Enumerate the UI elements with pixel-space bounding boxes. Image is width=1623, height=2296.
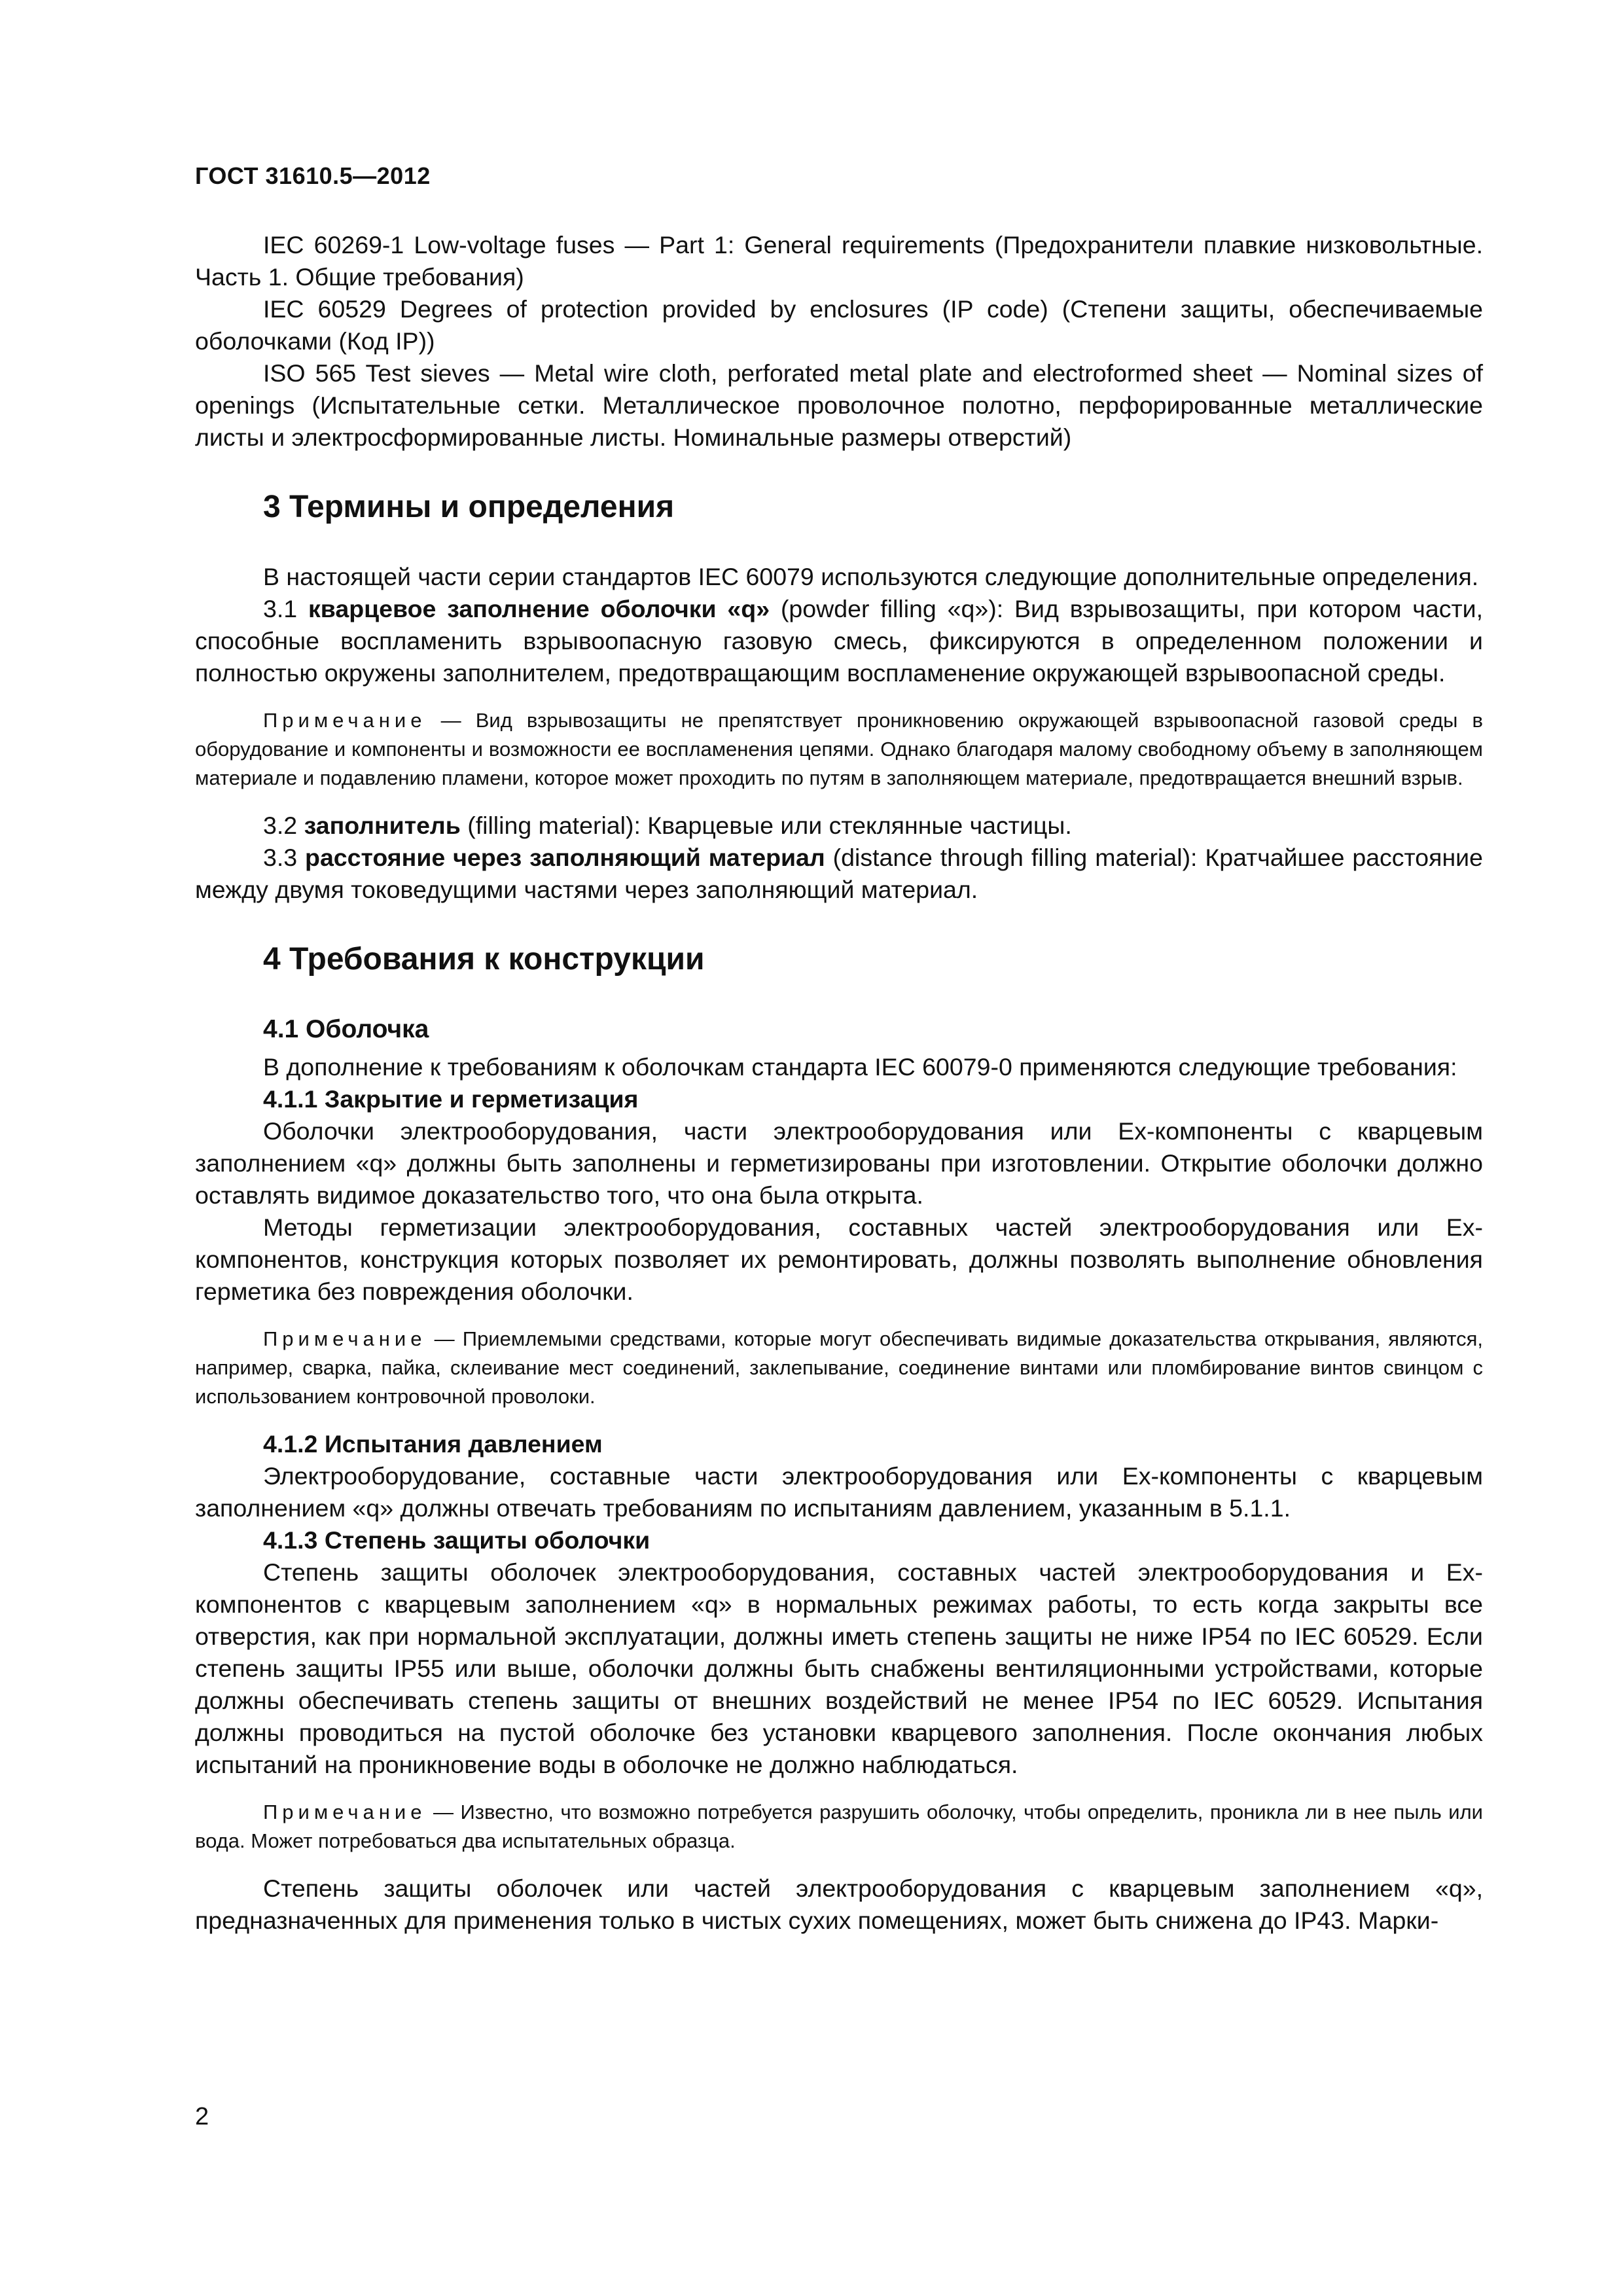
section-4-1-2-paragraph: Электрооборудование, составные части электрооборудования или Ех-компоненты с кварцевым заполнением «q» должны отвечать требованиям по испытаниям давлением, указанным в 5.1.1. <box>195 1462 1483 1522</box>
definition-term: заполнитель <box>304 812 461 839</box>
document-id-header: ГОСТ 31610.5—2012 <box>195 162 431 189</box>
section-4-1-3-paragraph-1: Степень защиты оболочек электрооборудования, составных частей электрооборудования и Ех-компонентов с кварцевым заполнением «q» в нормальных режимах работы, то есть когда закрыты все отверстия, как при нормальной эксплуатации, должны иметь степень защиты не ниже IP54 по IEC 60529. Если степень защиты IP55 или выше, оболочки должны быть снабжены вентиляционными устройствами, которые должны обеспечивать степень защиты от внешних воздействий не менее IP54 по IEC 60529. Испытания должны проводиться на пустой оболочке без установки кварцевого заполнения. После окончания любых испытаний на проникновение воды в оболочке не должно наблюдаться. <box>195 1558 1483 1778</box>
reference-iso-565: ISO 565 Test sieves — Metal wire cloth, perforated metal plate and electroformed sheet — Nominal sizes of openings (Испытательные сетки. Металлическое проволочное полотно, перфорированные металлические листы и электросформированные листы. Номинальные размеры отверстий) <box>195 359 1483 451</box>
note-label: Примечание <box>263 1327 427 1350</box>
section-4-1-intro: В дополнение к требованиям к оболочкам стандарта IEC 60079-0 применяются следующие требования: <box>263 1053 1457 1081</box>
section-4-1-1-heading: 4.1.1 Закрытие и герметизация <box>263 1085 639 1113</box>
note-label: Примечание <box>263 1801 427 1823</box>
section-3-intro: В настоящей части серии стандартов IEC 60079 используются следующие дополнительные определения. <box>263 563 1479 590</box>
section-4-1-heading: 4.1 Оболочка <box>263 1015 429 1043</box>
note-text: — Вид взрывозащиты не препятствует проникновению окружающей взрывоопасной газовой среды в оборудование и компоненты и возможности ее воспламенения цепями. Однако благодаря малому свободному объему в заполняющем материале и подавлению пламени, которое может проходить по путям в заполняющем материале, предотвращается внешний взрыв. <box>195 709 1483 789</box>
note-text: — Известно, что возможно потребуется разрушить оболочку, чтобы определить, проникла ли в нее пыль или вода. Может потребоваться два испытательных образца. <box>195 1801 1483 1852</box>
note-label: Примечание <box>263 709 427 732</box>
definition-term: расстояние через заполняющий материал <box>305 844 825 871</box>
definition-3-2 <box>195 810 1483 842</box>
note-4-1-3 <box>195 1798 1483 1856</box>
page-number: 2 <box>195 2103 209 2130</box>
definition-number: 3.1 <box>263 595 309 622</box>
section-4-1-1-paragraph-2: Методы герметизации электрооборудования, составных частей электрооборудования или Ех-компонентов, конструкция которых позволяет их ремонтировать, должны позволять выполнение обновления герметика без повреждения оболочки. <box>195 1213 1483 1305</box>
section-4-1-3-heading: 4.1.3 Степень защиты оболочки <box>263 1526 651 1554</box>
definition-text: (powder filling «q»): Вид взрывозащиты, при котором части, способные воспламенить взрывоопасную газовую смесь, фиксируются в определенном положении и полностью окружены заполнителем, предотвращающим воспламенение окружающей взрывоопасной среды. <box>195 595 1483 687</box>
note-3-1 <box>195 706 1483 793</box>
reference-iec-60269-1: IEC 60269-1 Low-voltage fuses — Part 1: General requirements (Предохранители плавкие низковольтные. Часть 1. Общие требования) <box>195 231 1483 291</box>
document-body <box>195 229 1483 1937</box>
definition-text: (filling material): Кварцевые или стеклянные частицы. <box>460 812 1072 839</box>
section-4-1-3-paragraph-2: Степень защиты оболочек или частей электрооборудования с кварцевым заполнением «q», предназначенных для применения только в чистых сухих помещениях, может быть снижена до IP43. Марки- <box>195 1874 1483 1934</box>
definition-number: 3.3 <box>263 844 306 871</box>
note-text: — Приемлемыми средствами, которые могут обеспечивать видимые доказательства открывания, являются, например, сварка, пайка, склеивание мест соединений, заклепывание, соединение винтами или пломбирование винтов свинцом с использованием контровочной проволоки. <box>195 1327 1483 1408</box>
section-4-1-2-heading: 4.1.2 Испытания давлением <box>263 1430 603 1458</box>
definition-3-1 <box>195 593 1483 689</box>
section-4-1-1-paragraph-1: Оболочки электрооборудования, части электрооборудования или Ех-компоненты с кварцевым заполнением «q» должны быть заполнены и герметизированы при изготовлении. Открытие оболочки должно оставлять видимое доказательство того, что она была открыта. <box>195 1117 1483 1209</box>
definition-3-3 <box>195 842 1483 906</box>
definition-text: (distance through filling material): Кратчайшее расстояние между двумя токоведущими частями через заполняющий материал. <box>195 844 1483 903</box>
section-4-heading: 4 Требования к конструкции <box>263 942 705 977</box>
definition-number: 3.2 <box>263 812 304 839</box>
note-4-1-1 <box>195 1325 1483 1411</box>
section-3-heading: 3 Термины и определения <box>263 490 675 524</box>
reference-iec-60529: IEC 60529 Degrees of protection provided by enclosures (IP code) (Степени защиты, обеспечиваемые оболочками (Код IP)) <box>195 295 1483 355</box>
definition-term: кварцевое заполнение оболочки «q» <box>308 595 770 622</box>
